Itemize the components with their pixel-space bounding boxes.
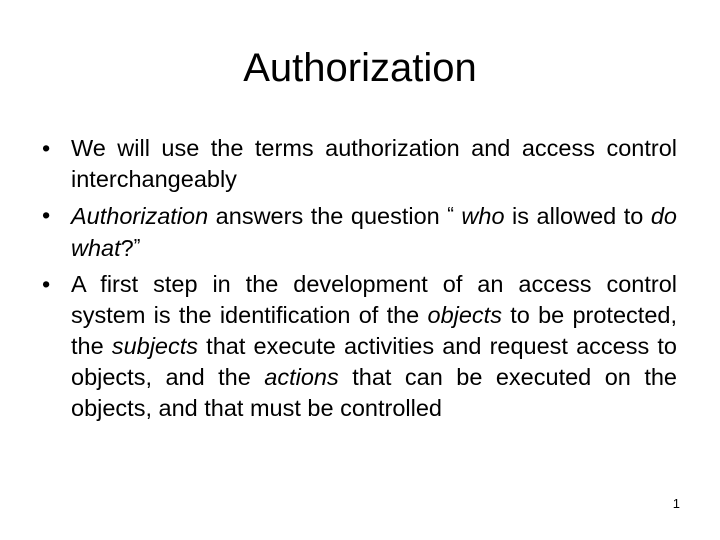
- bullet-item-3: [34, 269, 677, 424]
- term-do-what: do what: [71, 203, 677, 261]
- open-quote: “: [447, 204, 454, 226]
- term-authorization: Authorization: [71, 203, 209, 229]
- bullet-text: that execute activities and request access to objects, and the: [71, 333, 677, 390]
- bullet-marker: •: [42, 202, 51, 228]
- bullet-item-2: [34, 200, 677, 264]
- bullet-text: answers the question: [208, 203, 448, 229]
- term-actions: actions: [264, 364, 339, 390]
- term-subjects: subjects: [111, 333, 199, 359]
- bullet-text: to be protected, the: [71, 302, 677, 359]
- bullet-marker: •: [42, 135, 51, 161]
- bullet-text: A first step in the development of an access control system is the identification of the: [71, 271, 677, 328]
- bullet-text: that can be executed on the objects, and that must be controlled: [71, 364, 677, 421]
- page-number: 1: [672, 496, 680, 511]
- bullet-item-1: [34, 133, 677, 195]
- close-quote: ”: [133, 236, 141, 258]
- bullet-marker: •: [42, 271, 51, 297]
- bullet-list: [34, 133, 677, 429]
- bullet-text: is allowed to: [504, 203, 651, 229]
- bullet-text: We will use the terms authorization and access control interchangeably: [71, 135, 677, 192]
- term-who: who: [453, 203, 505, 229]
- slide-title: Authorization: [243, 46, 477, 90]
- question-mark: ?: [120, 235, 134, 261]
- term-objects: objects: [427, 302, 502, 328]
